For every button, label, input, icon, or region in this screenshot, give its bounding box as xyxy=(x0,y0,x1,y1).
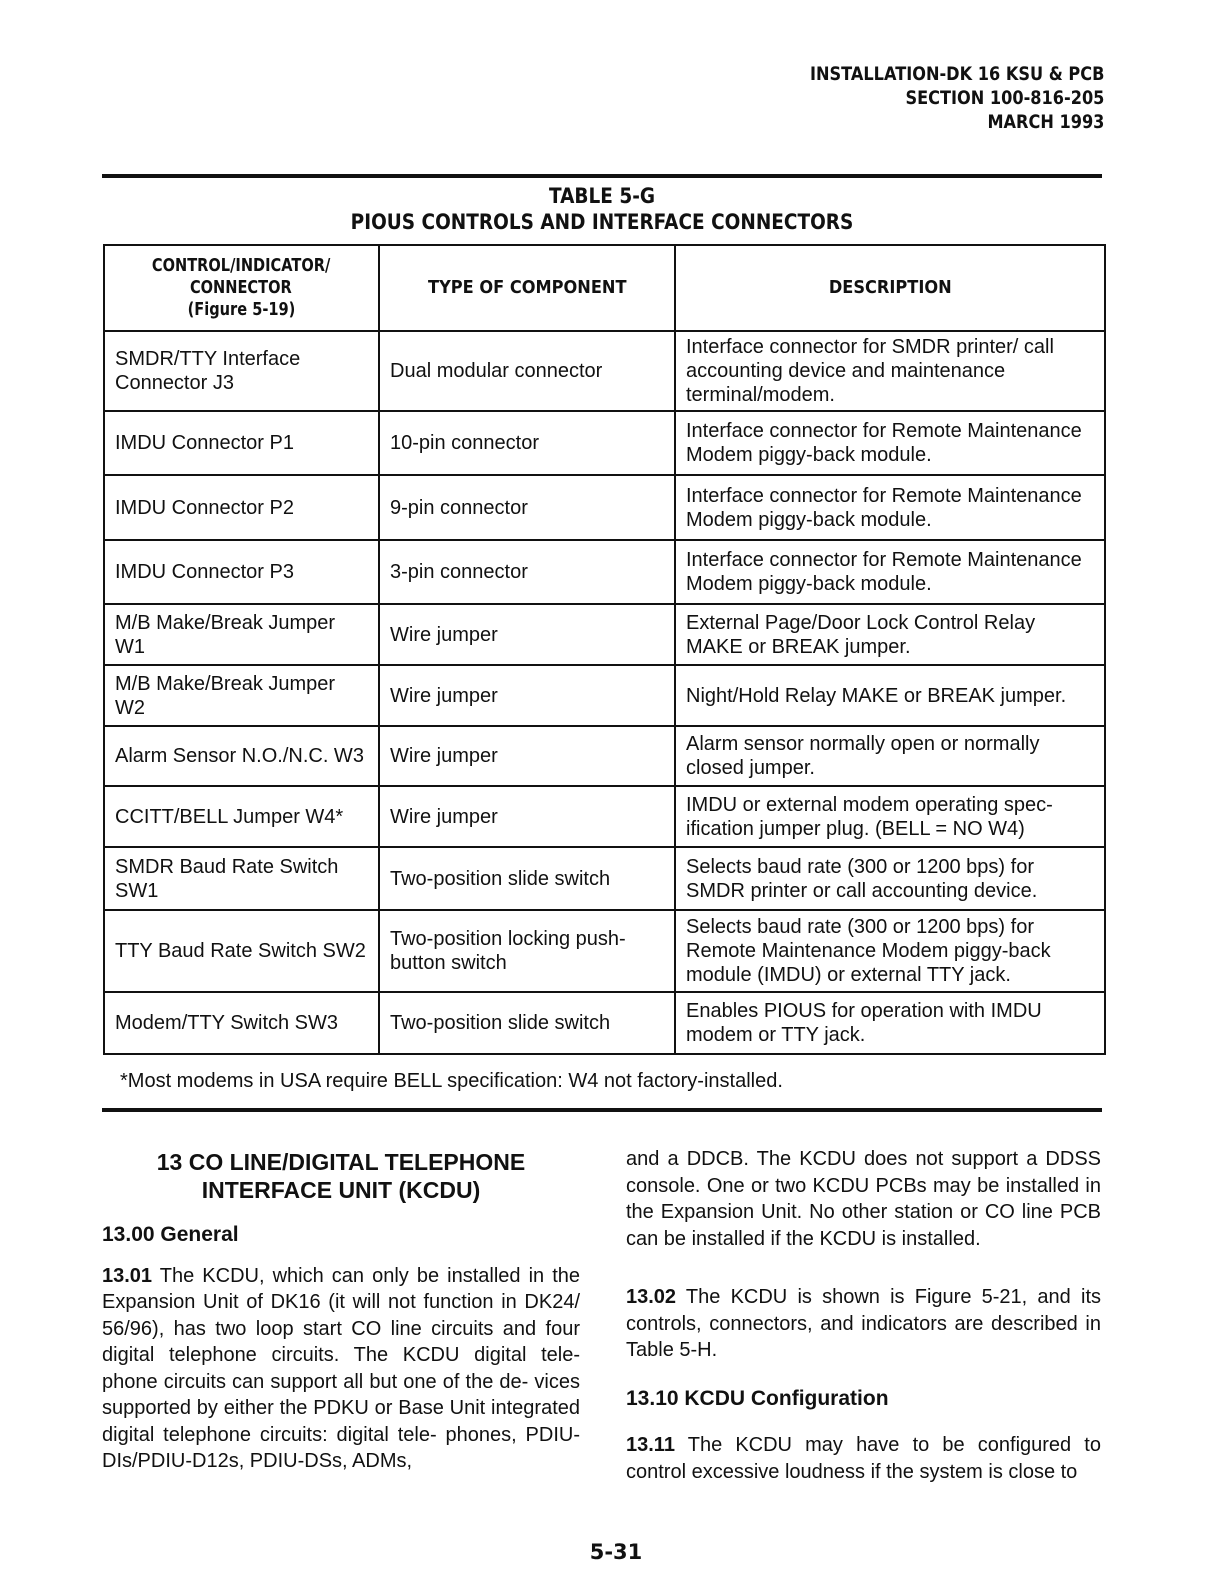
left-column xyxy=(102,1148,580,1493)
header-control-line3: (Figure 5-19) xyxy=(187,299,296,320)
header-type-label: TYPE OF COMPONENT xyxy=(427,277,627,298)
page-number: 5-31 xyxy=(589,1540,643,1564)
table-row xyxy=(104,726,1105,786)
cell-type: Two-position locking push- button switch xyxy=(379,910,675,992)
cell-description: Night/Hold Relay MAKE or BREAK jumper. xyxy=(675,665,1105,726)
paragraph-continued: and a DDCB. The KCDU does not support a DDSS console. One or two KCDU PCBs may be installed in the Expansion Unit. No other station or CO line PCB can be installed if the KCDU is installed. xyxy=(626,1148,1101,1250)
subhead-general: 13.00 General xyxy=(102,1223,239,1246)
bottom-rule xyxy=(102,1108,1102,1112)
cell-type: Wire jumper xyxy=(379,665,675,726)
cell-type: Wire jumper xyxy=(379,786,675,847)
table-row xyxy=(104,910,1105,992)
cell-type: Wire jumper xyxy=(379,604,675,665)
cell-description: IMDU or external modem operating spec- ification jumper plug. (BELL = NO W4) xyxy=(675,786,1105,847)
header-title: INSTALLATION-DK 16 KSU & PCB xyxy=(809,63,1104,85)
table-row xyxy=(104,331,1105,411)
paragraph-13-01 xyxy=(102,1263,580,1475)
cell-type: Two-position slide switch xyxy=(379,847,675,910)
cell-control: Modem/TTY Switch SW3 xyxy=(104,992,379,1054)
cell-description: Interface connector for Remote Maintenance Modem piggy-back module. xyxy=(675,411,1105,475)
header-control-line2: CONNECTOR xyxy=(190,277,293,298)
table-footnote: *Most modems in USA require BELL specification: W4 not factory-installed. xyxy=(120,1070,783,1092)
cell-type: Dual modular connector xyxy=(379,331,675,411)
cell-control: IMDU Connector P2 xyxy=(104,475,379,540)
pious-controls-table xyxy=(103,244,1106,1055)
cell-control: TTY Baud Rate Switch SW2 xyxy=(104,910,379,992)
paragraph-text: The KCDU is shown is Figure 5-21, and its controls, connectors, and indicators are described in Table 5-H. xyxy=(626,1286,1101,1361)
cell-type: Two-position slide switch xyxy=(379,992,675,1054)
cell-control: SMDR/TTY Interface Connector J3 xyxy=(104,331,379,411)
section-title xyxy=(102,1148,580,1204)
paragraph-number: 13.01 xyxy=(102,1264,153,1287)
cell-control: IMDU Connector P3 xyxy=(104,540,379,604)
section-title-line1: 13 CO LINE/DIGITAL TELEPHONE xyxy=(156,1149,526,1175)
header-date: MARCH 1993 xyxy=(987,111,1104,133)
table-caption: PIOUS CONTROLS AND INTERFACE CONNECTORS xyxy=(350,210,854,234)
table-title xyxy=(102,183,1102,235)
cell-control: Alarm Sensor N.O./N.C. W3 xyxy=(104,726,379,786)
paragraph-text: The KCDU, which can only be installed in the Expansion Unit of DK16 (it will not function in DK24/ 56/96), has two loop start CO line circuits and four digital telephone circuits. The KCDU digital tele- phone circuits can support all but one of the de- vices supported by either the PDKU or Base Unit integrated digital telephone circuits: digital tele- phones, PDIU-DIs/PDIU-D12s, PDIU-DSs, ADMs, xyxy=(102,1264,580,1472)
header-section: SECTION 100-816-205 xyxy=(905,87,1104,109)
cell-description: Interface connector for Remote Maintenance Modem piggy-back module. xyxy=(675,475,1105,540)
running-header xyxy=(810,62,1104,134)
top-rule xyxy=(102,174,1102,178)
cell-type: 3-pin connector xyxy=(379,540,675,604)
cell-control: M/B Make/Break Jumper W1 xyxy=(104,604,379,665)
table-header-row xyxy=(104,245,1105,331)
paragraph-13-02 xyxy=(626,1284,1101,1364)
table-number: TABLE 5-G xyxy=(548,184,656,208)
cell-control: SMDR Baud Rate Switch SW1 xyxy=(104,847,379,910)
paragraph-text: The KCDU may have to be configured to control excessive loudness if the system is close to xyxy=(626,1434,1101,1483)
header-description-label: DESCRIPTION xyxy=(828,277,952,298)
cell-control: M/B Make/Break Jumper W2 xyxy=(104,665,379,726)
section-title-line2: INTERFACE UNIT (KCDU) xyxy=(201,1177,481,1203)
table-row xyxy=(104,665,1105,726)
cell-description: Interface connector for SMDR printer/ call accounting device and maintenance terminal/modem. xyxy=(675,331,1105,411)
table-row xyxy=(104,786,1105,847)
paragraph-number: 13.02 xyxy=(626,1286,677,1308)
cell-description: External Page/Door Lock Control Relay MAKE or BREAK jumper. xyxy=(675,604,1105,665)
cell-description: Enables PIOUS for operation with IMDU modem or TTY jack. xyxy=(675,992,1105,1054)
right-column xyxy=(626,1146,1101,1503)
header-type xyxy=(379,245,675,331)
table-row xyxy=(104,540,1105,604)
cell-description: Selects baud rate (300 or 1200 bps) for Remote Maintenance Modem piggy-back module (IMDU) or external TTY jack. xyxy=(675,910,1105,992)
table-row xyxy=(104,847,1105,910)
header-description xyxy=(675,245,1105,331)
cell-description: Alarm sensor normally open or normally closed jumper. xyxy=(675,726,1105,786)
cell-control: IMDU Connector P1 xyxy=(104,411,379,475)
cell-description: Interface connector for Remote Maintenance Modem piggy-back module. xyxy=(675,540,1105,604)
cell-type: Wire jumper xyxy=(379,726,675,786)
cell-type: 10-pin connector xyxy=(379,411,675,475)
cell-type: 9-pin connector xyxy=(379,475,675,540)
table-row xyxy=(104,411,1105,475)
header-control-line1: CONTROL/INDICATOR/ xyxy=(152,255,331,276)
cell-description: Selects baud rate (300 or 1200 bps) for SMDR printer or call accounting device. xyxy=(675,847,1105,910)
table-row xyxy=(104,992,1105,1054)
paragraph-number: 13.11 xyxy=(626,1434,675,1456)
paragraph-13-11 xyxy=(626,1432,1101,1485)
subhead-kcdu-configuration: 13.10 KCDU Configuration xyxy=(626,1386,889,1410)
cell-control: CCITT/BELL Jumper W4* xyxy=(104,786,379,847)
header-control xyxy=(104,245,379,331)
table-row xyxy=(104,475,1105,540)
table-row xyxy=(104,604,1105,665)
